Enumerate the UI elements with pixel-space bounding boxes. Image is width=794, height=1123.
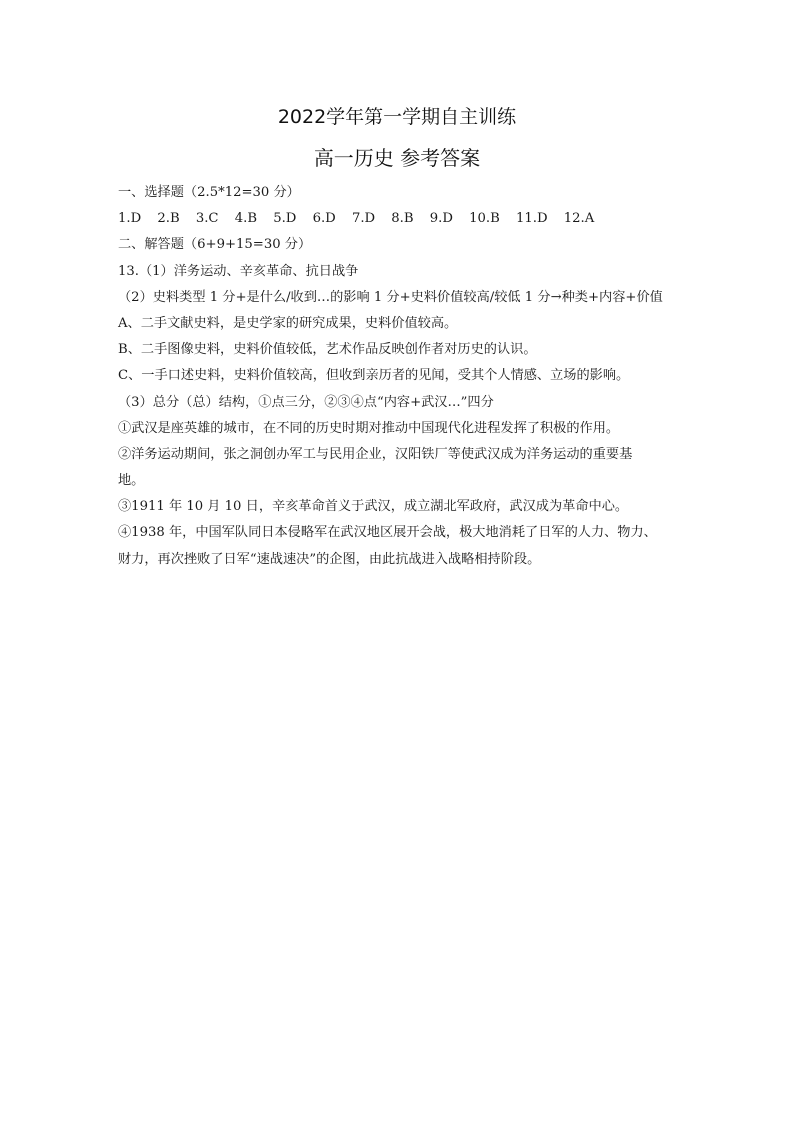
q13-part3-point1: ①武汉是座英雄的城市，在不同的历史时期对推动中国现代化进程发挥了积极的作用。	[118, 420, 620, 436]
q13-part3-point4-cont: 财力，再次挫败了日军“速战速决”的企图，由此抗战进入战略相持阶段。	[118, 551, 541, 567]
q13-part3-point3: ③1911 年 10 月 10 日，辛亥革命首义于武汉，成立湖北军政府，武汉成为革命中心。	[118, 499, 629, 515]
choice-answer: 7.D	[351, 211, 376, 227]
choice-answer: 10.B	[469, 211, 500, 227]
q13-part2-c: C、一手口述史料，史料价值较高，但收到亲历者的见闻，受其个人情感、立场的影响。	[118, 368, 630, 384]
choice-answer: 4.B	[234, 211, 258, 227]
choice-answer: 6.D	[312, 211, 336, 227]
choice-answer: 2.B	[157, 211, 180, 227]
choice-answer: 9.D	[429, 211, 453, 227]
q13-part2-a: A、二手文献史料，是史学家的研究成果，史料价值较高。	[118, 315, 458, 331]
q13-part3-point2: ②洋务运动期间，张之洞创办军工与民用企业，汉阳铁厂等使武汉成为洋务运动的重要基	[118, 446, 633, 462]
page-subtitle: 高一历史 参考答案	[313, 146, 481, 170]
q13-part3-rubric: （3）总分（总）结构，①点三分，②③④点“内容+武汉…”四分	[118, 394, 494, 410]
choice-heading: 一、选择题（2.5*12=30 分）	[118, 185, 300, 200]
q13-part2-rubric: （2）史料类型 1 分+是什么/收到…的影响 1 分+史料价值较高/较低 1 分→种类+内容+价值	[118, 289, 663, 305]
choice-answer: 8.B	[391, 211, 414, 227]
choice-answer: 5.D	[273, 211, 297, 227]
choice-answer: 3.C	[195, 211, 219, 227]
answer-body	[118, 180, 684, 573]
choice-answer: 1.D	[118, 211, 142, 227]
q13-part2-b: B、二手图像史料，史料价值较低，艺术作品反映创作者对历史的认识。	[118, 342, 537, 358]
choice-answers	[118, 206, 684, 232]
choice-answer: 12.A	[563, 211, 595, 227]
answer-heading: 二、解答题（6+9+15=30 分）	[118, 237, 312, 253]
q13-part3-point4: ④1938 年，中国军队同日本侵略军在武汉地区展开会战，极大地消耗了日军的人力、物力、	[118, 525, 657, 541]
choice-answer: 11.D	[516, 211, 548, 227]
page-title: 2022学年第一学期自主训练	[277, 106, 517, 128]
q13-part1: 13.（1）洋务运动、辛亥革命、抗日战争	[118, 263, 359, 279]
q13-part3-point2-cont: 地。	[118, 473, 145, 489]
